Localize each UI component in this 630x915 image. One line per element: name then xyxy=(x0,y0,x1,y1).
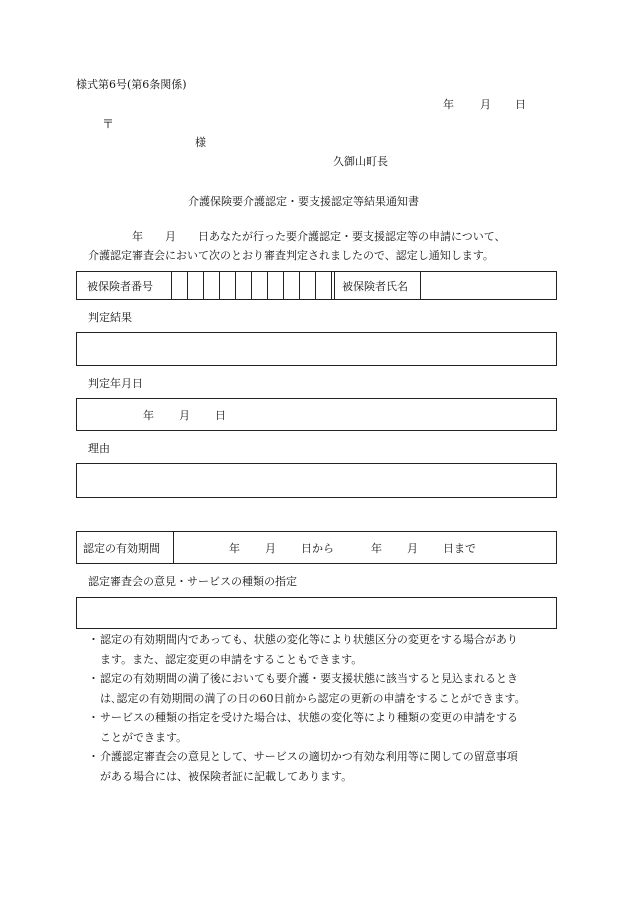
issuer-name: 久御山町長 xyxy=(333,155,388,168)
digit-cell[interactable] xyxy=(267,272,268,299)
digit-cell[interactable] xyxy=(187,272,188,299)
result-field[interactable] xyxy=(76,332,557,366)
note-item xyxy=(88,747,558,786)
validity-divider xyxy=(173,532,174,563)
notes-list xyxy=(88,630,558,786)
decision-date-label: 判定年月日 xyxy=(88,377,143,390)
opinion-label: 認定審査会の意見・サービスの種類の指定 xyxy=(88,575,297,588)
decision-month: 月 xyxy=(179,408,190,422)
digit-cell[interactable] xyxy=(251,272,252,299)
note-item xyxy=(88,669,558,708)
postal-mark: 〒 xyxy=(102,117,115,131)
bullet: ・ xyxy=(88,672,99,685)
addressee-suffix: 様 xyxy=(195,136,206,149)
validity-from-month: 月 xyxy=(265,541,276,555)
date-month: 月 xyxy=(480,98,491,111)
insured-name-cell-divider xyxy=(334,272,335,299)
reason-field[interactable] xyxy=(76,463,557,498)
note-line: 介護認定審査会の意見として、サービスの適切かつ有効な利用等に関しての留意事項 xyxy=(100,750,518,763)
note-line: ます。また、認定変更の申請をすることもできます。 xyxy=(100,652,363,666)
document-title: 介護保険要介護認定・要支援認定等結果通知書 xyxy=(188,195,419,208)
date-year: 年 xyxy=(443,98,454,111)
validity-from-year: 年 xyxy=(229,541,240,555)
note-line: は､認定の有効期間の満了の日の60日前から認定の更新の申請をすることができます。 xyxy=(100,691,526,705)
bullet: ・ xyxy=(88,633,99,646)
reason-label: 理由 xyxy=(88,442,110,455)
form-number: 様式第6号(第6条関係) xyxy=(76,78,187,91)
digit-cell[interactable] xyxy=(283,272,284,299)
digit-cell[interactable] xyxy=(203,272,204,299)
bullet: ・ xyxy=(88,711,99,724)
decision-date-field[interactable] xyxy=(76,398,557,431)
date-day: 日 xyxy=(515,98,526,111)
note-line: がある場合には、被保険者証に記載してあります。 xyxy=(100,769,353,783)
validity-from-day: 日から xyxy=(301,541,334,555)
insured-name-label: 被保険者氏名 xyxy=(342,279,408,293)
digit-cell[interactable] xyxy=(219,272,220,299)
digit-cell[interactable] xyxy=(315,272,316,299)
intro-line-2: 介護認定審査会において次のとおり審査判定されましたので、認定し通知します。 xyxy=(88,249,494,262)
validity-period-row xyxy=(76,531,557,564)
digit-cell[interactable] xyxy=(171,272,172,299)
bullet: ・ xyxy=(88,750,99,763)
decision-year: 年 xyxy=(143,408,154,422)
note-item xyxy=(88,630,558,669)
validity-to-month: 月 xyxy=(407,541,418,555)
intro-line-1: 年 月 日あなたが行った要介護認定・要支援認定等の申請について、 xyxy=(88,230,506,243)
digit-cell[interactable] xyxy=(299,272,300,299)
note-line: 認定の有効期間の満了後においても要介護・要支援状態に該当すると見込まれるとき xyxy=(100,672,518,685)
insured-info-row xyxy=(76,271,557,300)
result-label: 判定結果 xyxy=(88,311,132,324)
validity-to-day: 日まで xyxy=(443,541,476,555)
digit-cell-divider xyxy=(331,272,332,299)
validity-label: 認定の有効期間 xyxy=(83,541,160,555)
digit-cell[interactable] xyxy=(235,272,236,299)
insured-name-field[interactable] xyxy=(420,272,421,299)
validity-to-year: 年 xyxy=(371,541,382,555)
opinion-field[interactable] xyxy=(76,597,557,629)
insured-number-label: 被保険者番号 xyxy=(87,279,153,293)
note-line: ことができます。 xyxy=(100,730,188,744)
note-item xyxy=(88,708,558,747)
note-line: 認定の有効期間内であっても、状態の変化等により状態区分の変更をする場合があり xyxy=(100,633,518,646)
note-line: サービスの種類の指定を受けた場合は、状態の変化等により種類の変更の申請をする xyxy=(100,711,518,724)
decision-day: 日 xyxy=(215,408,226,422)
